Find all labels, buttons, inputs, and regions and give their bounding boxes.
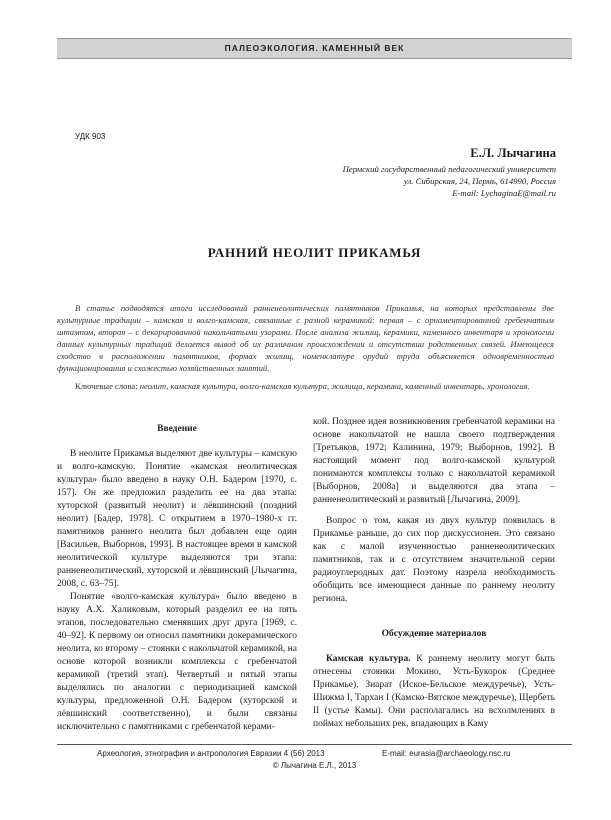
abstract [57,302,554,375]
keywords-label: Ключевые слова: [75,381,138,391]
run-in-heading: Камская культура. [326,654,411,664]
keywords-text: неолит, камская культура, волго-камская культура, жилища, керамика, каменный инвентарь, хронология. [139,381,530,391]
paragraph: В неолите Прикамья выделяют две культуры – камскую и волго-камскую. Понятие «камская неолитическая культура» было введено в науку О.Н. Бадером [1970, с. 157]. Он же предложил разделить ее на два этапа: хуторской (развитый неолит) и лёвшинский (поздний неолит) [Бадер, 1978]. С открытием в 1970–1980-х гг. памятников раннего неолита был добавлен еще один [Васильев, Выборнов, 1993]. В настоящее время в камской неолитической культуре выделяются три этапа: ранненеолитический, хуторской и лёвшинский [Лычагина, 2008, с. 63–75]. [57,449,297,589]
paragraph: кой. Позднее идея возникновения гребенчатой керамики на основе накольчатой не нашла своего подтверждения [Третьяков, 1972; Калинина, 1979; Выборнов, 1992]. В настоящий момент под волго-камской культурой понимаются комплексы только с накольчатой керамикой [Выборнов, 2008а] и выделяются два этапа – ранненеолитический и развитый [Лычагина, 2009]. [313,417,555,505]
article-title: РАННИЙ НЕОЛИТ ПРИКАМЬЯ [207,245,422,260]
paragraph-text: К раннему неолиту могут быть отнесены стоянки Мокино, Усть-Букорок (Среднее Прикамье), Зиарат (Иское-Бельское междуречье), Усть-Шижма I, Тархан I (Камско-Вятское междуречье), Щербеть II (устье Камы). Они располагались на всхолмлениях в поймах небольших рек, впадающих в Каму [313,654,555,729]
author-email: E-mail: LychaginaE@mail.ru [452,188,556,198]
right-column [313,416,555,731]
section-heading-discussion: Обсуждение материалов [381,629,487,639]
abstract-text: В статье подводятся итоги исследований ранненеолитических памятников Прикамья, на которых представлены две культурные традиции – камская и волго-камская, связанные с разной керамикой: первая – с орнаментированной гребенчатым штампом, вторая – с декорированной накольчатыми узорами. После анализа жилищ, керамики, каменного инвентаря и хронологии данных культурных традиций делается вывод об их различном происхождении и отсутствии родственных связей. Имеющееся сходство в расположении памятников, формах жилищ, номенклатуре орудий труда объясняется одновременностью функционирования и схожестью хозяйственных занятий. [57,303,554,374]
journal-info: Археология, этнография и антропология Евразии 4 (56) 2013 [97,749,325,758]
paragraph: Понятие «волго-камская культура» было введено в науку А.Х. Халиковым, который разделил ее на пять этапов, последовательно сменявших друг друга [1969, с. 40–92]. К первому он относил памятники докерамического неолита, ко второму – стоянки с накольчатой керамикой, на основе которой возникли комплексы с гребенчатой керамикой (третий этап). Четвертый и пятый этапы выделялись по аналогии с периодизацией камской культуры, предложенной О.Н. Бадером (хуторской и лёвшинский соответственно), и были связаны исключительно с памятниками с гребенчатой керами- [57,592,297,732]
footer-rule [57,744,572,745]
copyright: © Лычагина Е.Л., 2013 [272,761,357,770]
paragraph: Вопрос о том, какая из двух культур появилась в Прикамье раньше, до сих пор дискуссионен. Это связано как с малой изученностью ранненеолитических памятников, так и с отсутствием значительной серии радиоуглеродных дат. Поэтому назрела необходимость обобщить все имеющиеся данные по раннему неолиту региона. [313,516,555,604]
left-column [57,423,297,734]
journal-email: E-mail: eurasia@archaeology.nsc.ru [382,749,511,758]
author-address: ул. Сибирская, 24, Пермь, 614990, Россия [403,176,556,186]
author-affiliation: Пермский государственный педагогический университет [342,164,556,174]
section-banner: ПАЛЕОЭКОЛОГИЯ. КАМЕННЫЙ ВЕК [57,38,572,59]
keywords [57,380,554,392]
author-name: Е.Л. Лычагина [470,146,556,160]
udk-code: УДК 903 [75,132,106,141]
paragraph [313,653,555,731]
section-heading-intro: Введение [157,424,197,434]
